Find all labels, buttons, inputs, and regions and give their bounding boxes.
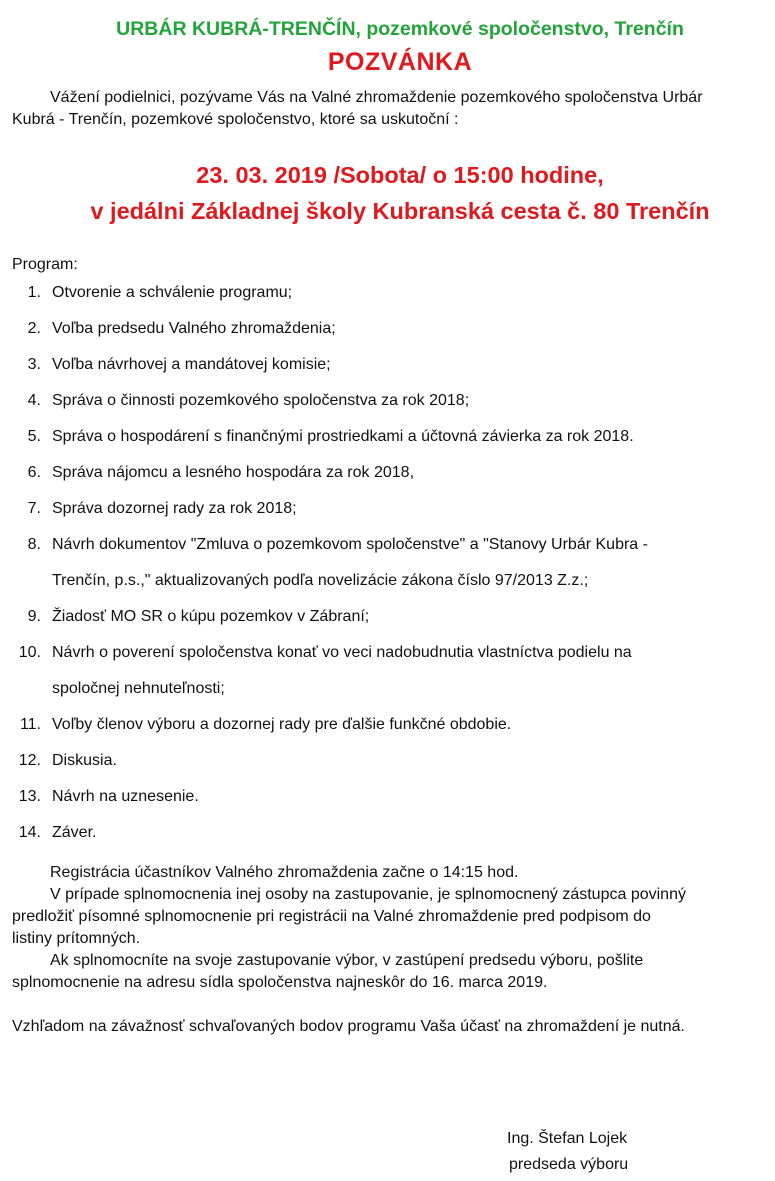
agenda-item-number: 10. [18,644,41,661]
agenda-item [0,455,775,491]
committee-proxy-line-1: Ak splnomocníte na svoje zastupovanie výbor, v zastúpení predsedu výboru, pošlite [50,952,644,969]
intro-line-2: Kubrá - Trenčín, pozemkové spoločenstvo, ktoré sa uskutoční : [12,111,459,128]
signature-block [507,1126,628,1178]
agenda-item-number: 12. [18,752,41,769]
intro-line-1: Vážení podielnici, pozývame Vás na Valné zhromaždenie pozemkového spoločenstva Urbár [50,89,703,106]
agenda-item-number: 1. [27,284,41,301]
closing-statement: Vzhľadom na závažnosť schvaľovaných bodov programu Vaša účasť na zhromaždení je nutná. [12,1018,685,1035]
signatory-role: predseda výboru [509,1156,629,1173]
meeting-date-time: 23. 03. 2019 /Sobota/ o 15:00 hodine, [196,162,604,188]
agenda-item-text: Voľby členov výboru a dozornej rady pre ďalšie funkčné obdobie. [52,716,512,733]
agenda-item-text: Voľba návrhovej a mandátovej komisie; [52,356,331,373]
agenda-item-text: Správa nájomcu a lesného hospodára za rok 2018, [52,464,415,481]
agenda-item [0,707,775,743]
agenda-item [0,815,775,851]
agenda-item-number: 3. [27,356,41,373]
proxy-note-line-3: listiny prítomných. [12,930,141,947]
proxy-note-line-1: V prípade splnomocnenia inej osoby na zastupovanie, je splnomocnený zástupca povinný [50,886,686,903]
agenda-item-text: Správa dozornej rady za rok 2018; [52,500,297,517]
document-title: POZVÁNKA [327,48,473,76]
agenda-item [0,527,775,563]
agenda-item-text: Žiadosť MO SR o kúpu pozemkov v Zábraní; [52,608,370,625]
agenda-item [0,311,775,347]
agenda-item-number: 13. [18,788,41,805]
committee-proxy-line-2: splnomocnenie na adresu sídla spoločenstva najneskôr do 16. marca 2019. [12,974,548,991]
meeting-location: v jedálni Základnej školy Kubranská cesta č. 80 Trenčín [90,198,710,224]
agenda-item-text: Voľba predsedu Valného zhromaždenia; [52,320,336,337]
agenda-item [0,779,775,815]
program-label: Program: [12,256,78,273]
organization-title: URBÁR KUBRÁ-TRENČÍN, pozemkové spoločenstvo, Trenčín [116,18,684,40]
agenda-item-number: 7. [27,500,41,517]
agenda-list [0,275,775,851]
proxy-note-line-2: predložiť písomné splnomocnenie pri registrácii na Valné zhromaždenie pred podpisom do [12,908,651,925]
signatory-name: Ing. Štefan Lojek [507,1130,628,1147]
agenda-item [0,491,775,527]
agenda-item [0,599,775,635]
agenda-item [0,419,775,455]
agenda-item-text: Správa o činnosti pozemkového spoločenstva za rok 2018; [52,392,470,409]
agenda-item-text: Návrh dokumentov "Zmluva o pozemkovom spoločenstve" a "Stanovy Urbár Kubra - [52,536,648,553]
agenda-item-number: 6. [27,464,41,481]
agenda-item-number: 8. [27,536,41,553]
agenda-item-text: Diskusia. [52,752,117,769]
agenda-item-text: Návrh o poverení spoločenstva konať vo veci nadobudnutia vlastníctva podielu na [52,644,632,661]
agenda-item-text: Návrh na uznesenie. [52,788,199,805]
agenda-item [0,275,775,311]
agenda-item-text: spoločnej nehnuteľnosti; [52,680,225,697]
agenda-item-text: Trenčín, p.s.," aktualizovaných podľa novelizácie zákona číslo 97/2013 Z.z.; [52,572,589,589]
agenda-item-number: 14. [18,824,41,841]
agenda-item-continuation [0,563,775,599]
intro-paragraph [12,87,775,131]
agenda-item-number: 5. [27,428,41,445]
agenda-item-number: 9. [27,608,41,625]
agenda-item [0,383,775,419]
agenda-item-number: 2. [27,320,41,337]
agenda-item [0,635,775,671]
notes-section [12,862,775,994]
agenda-item [0,743,775,779]
agenda-item-text: Správa o hospodárení s finančnými prostriedkami a účtovná závierka za rok 2018. [52,428,634,445]
meeting-details [0,157,775,229]
agenda-item-number: 11. [19,716,41,733]
agenda-item [0,347,775,383]
agenda-item-text: Záver. [52,824,97,841]
registration-note: Registrácia účastníkov Valného zhromaždenia začne o 14:15 hod. [50,864,519,881]
agenda-item-number: 4. [27,392,41,409]
agenda-item-continuation [0,671,775,707]
agenda-item-text: Otvorenie a schválenie programu; [52,284,293,301]
